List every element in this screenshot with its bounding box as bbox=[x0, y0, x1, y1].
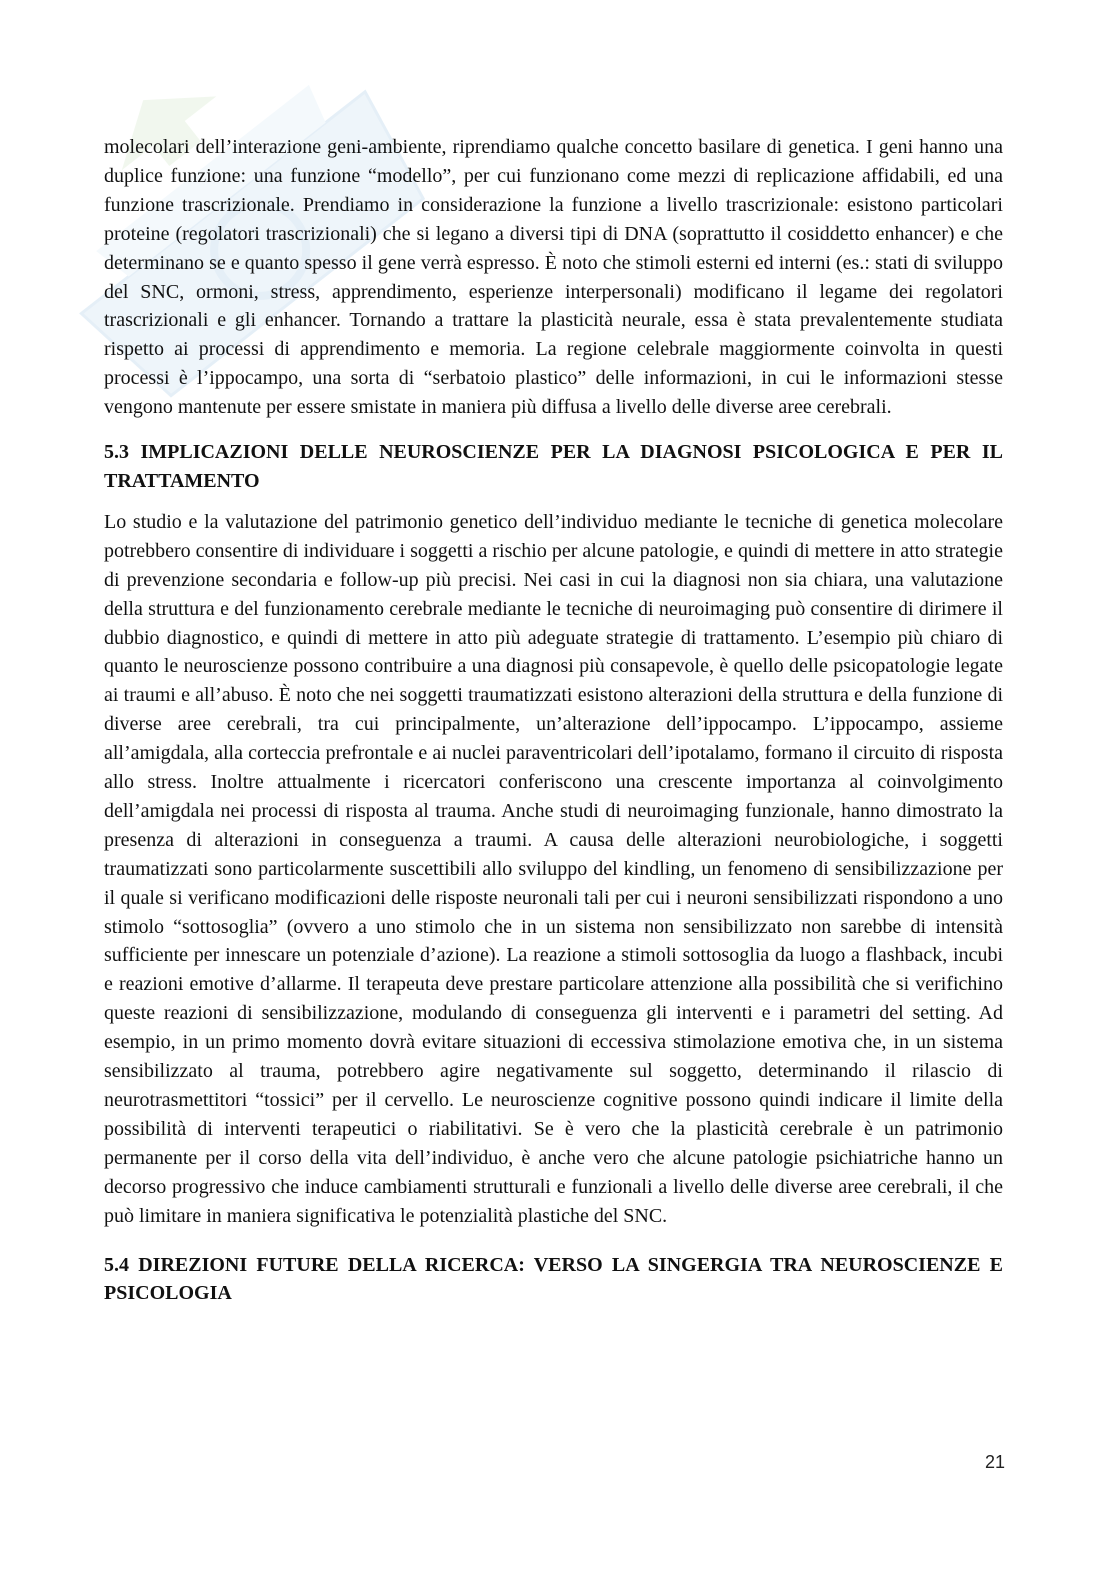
section-heading-5-3: 5.3 IMPLICAZIONI DELLE NEUROSCIENZE PER LA DIAGNOSI PSICOLOGICA E PER IL TRATTAMENTO bbox=[104, 441, 1003, 492]
paragraph-diagnosis: Lo studio e la valutazione del patrimonio genetico dell’individuo mediante le tecniche di genetica molecolare potrebbero consentire di individuare i soggetti a rischio per alcune patologie, e quindi di mettere in atto strategie di prevenzione secondaria e follow-up più precisi. Nei casi in cui la diagnosi non sia chiara, una valutazione della struttura e del funzionamento cerebrale mediante le tecniche di neuroimaging può consentire di dirimere il dubbio diagnostico, e quindi di mettere in atto più adeguate strategie di trattamento. L’esempio più chiaro di quanto le neuroscienze possono contribuire a una diagnosi più consapevole, è quello delle psicopatologie legate ai traumi e all’abuso. È noto che nei soggetti traumatizzati esistono alterazioni della struttura e della funzione di diverse aree cerebrali, tra cui principalmente, un’alterazione dell’ippocampo. L’ippocampo, assieme all’amigdala, alla corteccia prefrontale e ai nuclei paraventricolari dell’ipotalamo, formano il circuito di risposta allo stress. Inoltre attualmente i ricercatori conferiscono una crescente importanza al coinvolgimento dell’amigdala nei processi di risposta al trauma. Anche studi di neuroimaging funzionale, hanno dimostrato la presenza di alterazioni in conseguenza a traumi. A causa delle alterazioni neurobiologiche, i soggetti traumatizzati sono particolarmente suscettibili allo sviluppo del kindling, un fenomeno di sensibilizzazione per il quale si verificano modificazioni delle risposte neuronali tali per cui i neuroni sensibilizzati rispondono a uno stimolo “sottosoglia” (ovvero a uno stimolo che in un sistema non sensibilizzato non sarebbe di intensità sufficiente per innescare un potenziale d’azione). La reazione a stimoli sottosoglia da luogo a flashback, incubi e reazioni emotive d’allarme. Il terapeuta deve prestare particolare attenzione alla possibilità che si verifichino queste reazioni di sensibilizzazione, modulando di conseguenza gli interventi e i parametri del setting. Ad esempio, in un primo momento dovrà evitare situazioni di eccessiva stimolazione emotiva che, in un sistema sensibilizzato al trauma, potrebbero agire negativamente sul soggetto, determinando il rilascio di neurotrasmettitori “tossici” per il cervello. Le neuroscienze cognitive possono quindi indicare il limite della possibilità di interventi terapeutici o riabilitativi. Se è vero che la plasticità cerebrale è un patrimonio permanente per il corso della vita dell’individuo, è anche vero che alcune patologie psichiatriche hanno un decorso progressivo che induce cambiamenti strutturali e funzionali a livello delle diverse aree cerebrali, il che può limitare in maniera significativa le potenzialità plastiche del SNC. bbox=[104, 510, 1003, 1227]
section-heading-5-4: 5.4 DIREZIONI FUTURE DELLA RICERCA: VERSO LA SINGERGIA TRA NEUROSCIENZE E PSICOLOGIA bbox=[104, 1253, 1003, 1305]
paragraph-genetics: molecolari dell’interazione geni-ambiente, riprendiamo qualche concetto basilare di genetica. I geni hanno una duplice funzione: una funzione “modello”, per cui funzionano come mezzi di replicazione affidabili, ed una funzione trascrizionale. Prendiamo in considerazione la funzione a livello trascrizionale: esistono particolari proteine (regolatori trascrizionali) che si legano a diversi tipi di DNA (soprattutto il cosiddetto enhancer) e che determinano se e quanto spesso il gene verrà espresso. È noto che stimoli esterni ed interni (es.: stati di sviluppo del SNC, ormoni, stress, apprendimento, esperienze interpersonali) modificano il legame dei regolatori trascrizionali e gli enhancer. Tornando a trattare la plasticità neurale, essa è stata prevalentemente studiata rispetto ai processi di apprendimento e memoria. La regione celebrale maggiormente coinvolta in questi processi è l’ippocampo, una sorta di “serbatoio plastico” delle informazioni, in cui le informazioni stesse vengono mantenute per essere smistate in maniera più diffusa a livello delle diverse aree cerebrali. bbox=[104, 136, 1003, 419]
page-number: 21 bbox=[985, 1452, 1006, 1472]
page-body bbox=[104, 133, 1003, 1320]
